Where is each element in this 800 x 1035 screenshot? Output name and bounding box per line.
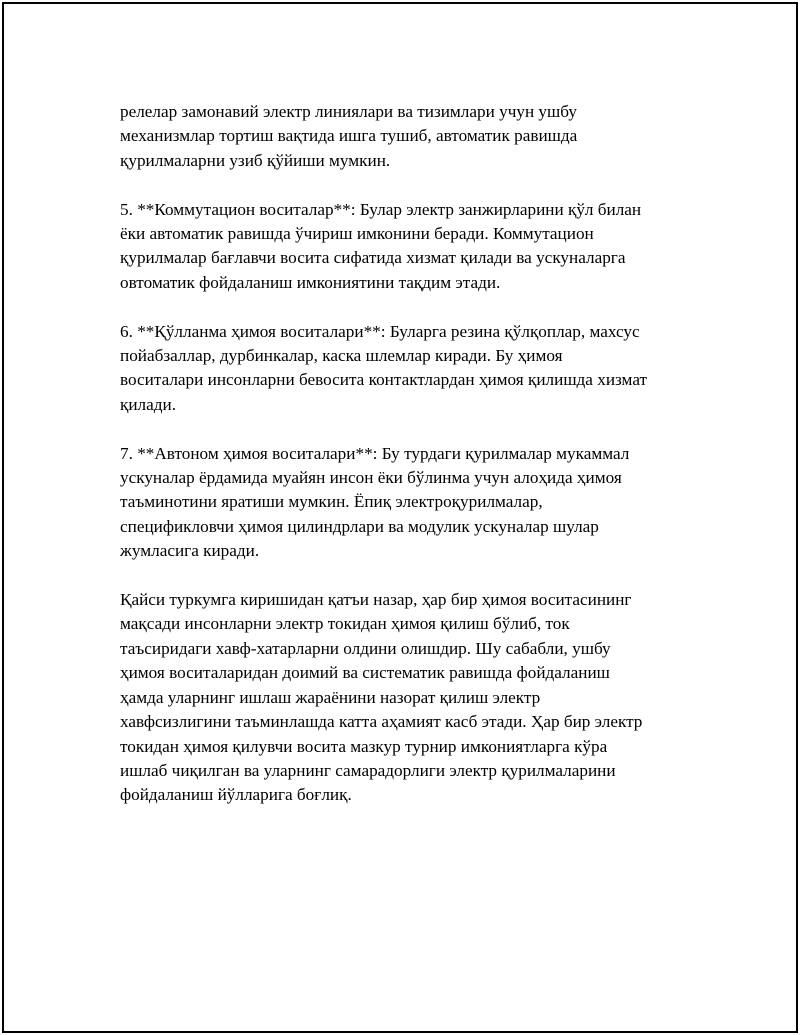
text-line: жумласига киради. (120, 541, 260, 561)
text-line: токидан ҳимоя қилувчи восита мазкур турнир имкониятларга кўра (120, 736, 608, 756)
text-line: релелар замонавий электр линиялари ва тизимлари учун ушбу (120, 102, 577, 121)
text-line: ҳимоя воситаларидан доимий ва систематик равишда фойдаланиш (120, 663, 610, 683)
text-line: механизмлар тортиш вақтида ишга тушиб, автоматик равишда (120, 126, 578, 146)
text-line: пойабзаллар, дурбинкалар, каска шлемлар киради. Бу ҳимоя (120, 346, 563, 366)
text-line: 6. **Қўлланма ҳимоя воситалари**: Буларга резина қўлқоплар, махсус (120, 321, 640, 341)
document-body (120, 100, 700, 832)
text-line: қурилмалар бағлавчи восита сифатида хизмат қилади ва ускуналарга (120, 248, 626, 268)
text-line: спецификловчи ҳимоя цилиндрлари ва модулик ускуналар шулар (120, 516, 599, 536)
paragraph-conclusion (120, 588, 700, 808)
text-line: 7. **Автоном ҳимоя воситалари**: Бу турдаги қурилмалар мукаммал (120, 443, 630, 463)
text-line: 5. **Коммутацион воситалар**: Булар электр занжирларини қўл билан (120, 199, 642, 219)
text-line: овтоматик фойдаланиш имкониятини тақдим этади. (120, 272, 501, 292)
text-line: таъсиридаги хавф-хатарларни олдини олишдир. Шу сабабли, ушбу (120, 638, 611, 658)
text-line: Қайси туркумга киришидан қатъи назар, ҳар бир ҳимоя воситасининг (120, 590, 632, 610)
text-line: мақсади инсонларни электр токидан ҳимоя қилиш бўлиб, ток (120, 614, 570, 634)
paragraph-relays-continuation (120, 100, 700, 173)
text-line: қурилмаларни узиб қўйиши мумкин. (120, 150, 391, 170)
text-line: ишлаб чиқилган ва уларнинг самарадорлиги электр қурилмаларини (120, 760, 616, 780)
text-line: таъминотини яратиши мумкин. Ёпиқ электроқурилмалар, (120, 492, 543, 512)
paragraph-item-7-autonomous-protection (120, 442, 700, 564)
text-line: фойдаланиш йўлларига боғлиқ. (120, 785, 352, 805)
text-line: қилади. (120, 394, 176, 414)
text-line: ёки автоматик равишда ўчириш имконини беради. Коммутацион (120, 224, 594, 244)
text-line: ҳамда уларнинг ишлаш жараёнини назорат қилиш электр (120, 687, 541, 707)
page-frame (2, 2, 798, 1033)
paragraph-item-5-switching-devices (120, 198, 700, 296)
text-line: воситалари инсонларни бевосита контактлардан ҳимоя қилишда хизмат (120, 370, 648, 390)
text-line: хавфсизлигини таъминлашда катта аҳамият касб этади. Ҳар бир электр (120, 712, 643, 732)
paragraph-item-6-manual-protection (120, 320, 700, 418)
text-line: ускуналар ёрдамида муайян инсон ёки бўлинма учун алоҳида ҳимоя (120, 468, 622, 488)
